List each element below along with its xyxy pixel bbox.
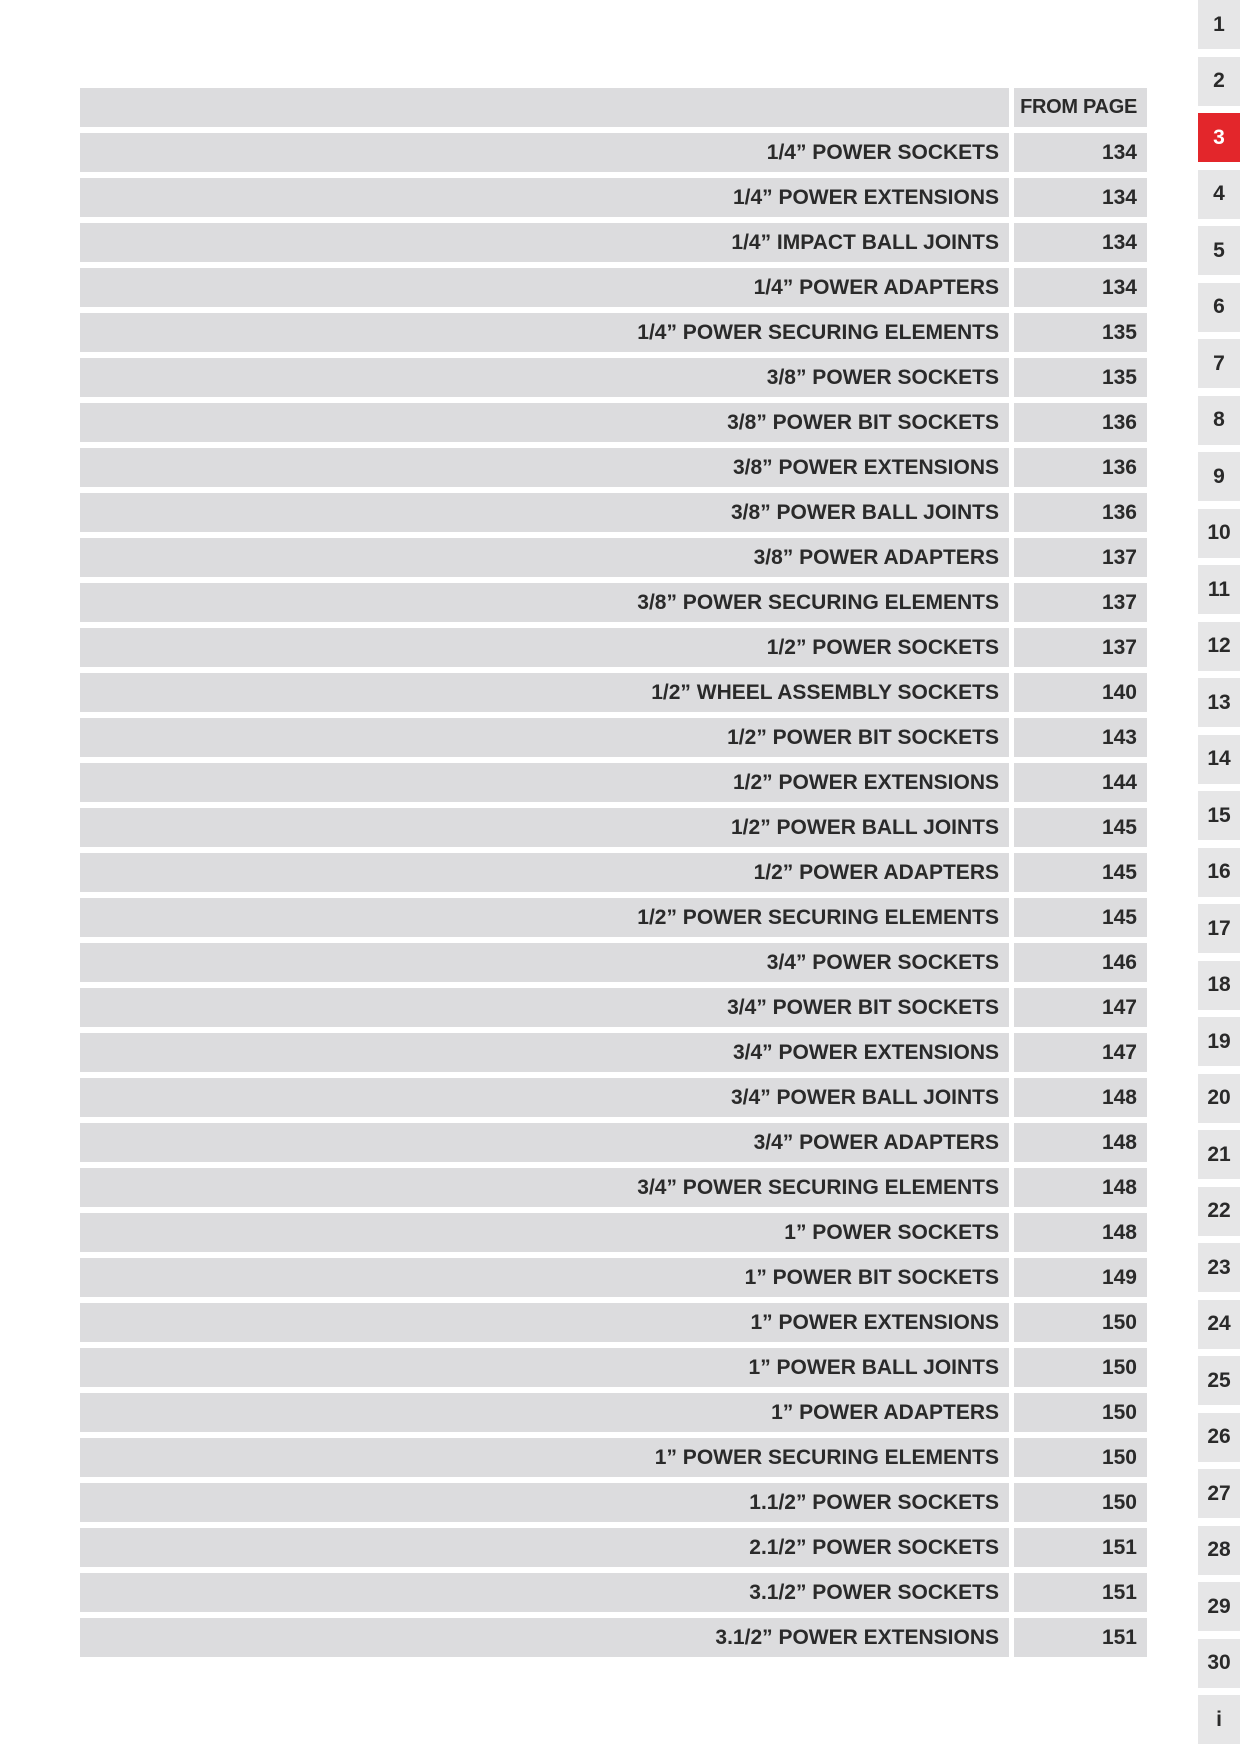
- chapter-tab-13[interactable]: 13: [1198, 678, 1240, 727]
- toc-row[interactable]: [80, 1348, 1147, 1387]
- toc-entry-page: 134: [1014, 223, 1147, 262]
- toc-entry-page: 151: [1014, 1528, 1147, 1567]
- toc-row[interactable]: [80, 448, 1147, 487]
- toc-entry-page: 145: [1014, 898, 1147, 937]
- toc-entry-title: 3/8” POWER SOCKETS: [80, 358, 1009, 397]
- chapter-tab-3[interactable]: 3: [1198, 113, 1240, 162]
- toc-row[interactable]: [80, 718, 1147, 757]
- toc-entry-title: 1” POWER SECURING ELEMENTS: [80, 1438, 1009, 1477]
- toc-entry-title: 1/4” POWER SOCKETS: [80, 133, 1009, 172]
- chapter-tab-19[interactable]: 19: [1198, 1017, 1240, 1066]
- toc-entry-page: 135: [1014, 358, 1147, 397]
- toc-row[interactable]: [80, 1483, 1147, 1522]
- chapter-tab-21[interactable]: 21: [1198, 1130, 1240, 1179]
- toc-entry-title: 1/2” POWER BIT SOCKETS: [80, 718, 1009, 757]
- toc-entry-page: 150: [1014, 1348, 1147, 1387]
- toc-entry-page: 150: [1014, 1438, 1147, 1477]
- toc-table: [80, 88, 1147, 1663]
- chapter-tab-20[interactable]: 20: [1198, 1074, 1240, 1123]
- toc-row[interactable]: [80, 358, 1147, 397]
- toc-header-from-page: FROM PAGE: [1014, 88, 1147, 127]
- toc-entry-title: 3/4” POWER SECURING ELEMENTS: [80, 1168, 1009, 1207]
- toc-entry-title: 3/8” POWER EXTENSIONS: [80, 448, 1009, 487]
- toc-entry-page: 147: [1014, 1033, 1147, 1072]
- toc-entry-title: 1” POWER SOCKETS: [80, 1213, 1009, 1252]
- toc-header-row: [80, 88, 1147, 127]
- toc-entry-page: 134: [1014, 133, 1147, 172]
- chapter-tab-23[interactable]: 23: [1198, 1243, 1240, 1292]
- chapter-tab-6[interactable]: 6: [1198, 283, 1240, 332]
- toc-row[interactable]: [80, 1258, 1147, 1297]
- chapter-tab-strip: [1198, 0, 1240, 1752]
- chapter-tab-1[interactable]: 1: [1198, 0, 1240, 49]
- toc-row[interactable]: [80, 178, 1147, 217]
- chapter-tab-2[interactable]: 2: [1198, 57, 1240, 106]
- toc-entry-title: 1/4” POWER SECURING ELEMENTS: [80, 313, 1009, 352]
- toc-row[interactable]: [80, 808, 1147, 847]
- toc-entry-title: 3/4” POWER BALL JOINTS: [80, 1078, 1009, 1117]
- toc-row[interactable]: [80, 1168, 1147, 1207]
- toc-entry-title: 1/4” IMPACT BALL JOINTS: [80, 223, 1009, 262]
- toc-row[interactable]: [80, 1393, 1147, 1432]
- toc-row[interactable]: [80, 763, 1147, 802]
- toc-row[interactable]: [80, 628, 1147, 667]
- toc-row[interactable]: [80, 313, 1147, 352]
- toc-row[interactable]: [80, 943, 1147, 982]
- toc-row[interactable]: [80, 988, 1147, 1027]
- toc-entry-title: 3/4” POWER EXTENSIONS: [80, 1033, 1009, 1072]
- toc-row[interactable]: [80, 1528, 1147, 1567]
- toc-entry-page: 134: [1014, 268, 1147, 307]
- chapter-tab-8[interactable]: 8: [1198, 396, 1240, 445]
- toc-entry-title: 1/2” WHEEL ASSEMBLY SOCKETS: [80, 673, 1009, 712]
- chapter-tab-29[interactable]: 29: [1198, 1582, 1240, 1631]
- toc-row[interactable]: [80, 223, 1147, 262]
- chapter-tab-15[interactable]: 15: [1198, 791, 1240, 840]
- toc-row[interactable]: [80, 673, 1147, 712]
- toc-entry-title: 2.1/2” POWER SOCKETS: [80, 1528, 1009, 1567]
- toc-entry-title: 1/4” POWER ADAPTERS: [80, 268, 1009, 307]
- toc-entry-page: 140: [1014, 673, 1147, 712]
- toc-row[interactable]: [80, 1123, 1147, 1162]
- toc-entry-page: 150: [1014, 1303, 1147, 1342]
- chapter-tab-17[interactable]: 17: [1198, 904, 1240, 953]
- toc-entry-page: 145: [1014, 808, 1147, 847]
- chapter-tab-22[interactable]: 22: [1198, 1187, 1240, 1236]
- toc-entry-page: 144: [1014, 763, 1147, 802]
- toc-entry-title: 3/8” POWER BALL JOINTS: [80, 493, 1009, 532]
- chapter-tab-4[interactable]: 4: [1198, 170, 1240, 219]
- toc-entry-title: 1/2” POWER SECURING ELEMENTS: [80, 898, 1009, 937]
- toc-entry-page: 137: [1014, 538, 1147, 577]
- toc-row[interactable]: [80, 403, 1147, 442]
- toc-row[interactable]: [80, 493, 1147, 532]
- toc-entry-title: 3/8” POWER SECURING ELEMENTS: [80, 583, 1009, 622]
- chapter-tab-24[interactable]: 24: [1198, 1300, 1240, 1349]
- toc-row[interactable]: [80, 1033, 1147, 1072]
- toc-entry-page: 146: [1014, 943, 1147, 982]
- chapter-tab-11[interactable]: 11: [1198, 565, 1240, 614]
- toc-entry-title: 1.1/2” POWER SOCKETS: [80, 1483, 1009, 1522]
- toc-entry-title: 3/4” POWER ADAPTERS: [80, 1123, 1009, 1162]
- toc-entry-page: 148: [1014, 1078, 1147, 1117]
- toc-entry-page: 137: [1014, 583, 1147, 622]
- toc-row[interactable]: [80, 583, 1147, 622]
- toc-entry-page: 137: [1014, 628, 1147, 667]
- chapter-tab-28[interactable]: 28: [1198, 1526, 1240, 1575]
- toc-entry-title: 1” POWER BALL JOINTS: [80, 1348, 1009, 1387]
- toc-entry-page: 151: [1014, 1618, 1147, 1657]
- toc-entry-page: 148: [1014, 1168, 1147, 1207]
- toc-entry-page: 143: [1014, 718, 1147, 757]
- toc-row[interactable]: [80, 898, 1147, 937]
- toc-entry-page: 148: [1014, 1213, 1147, 1252]
- toc-entry-page: 134: [1014, 178, 1147, 217]
- toc-entry-page: 136: [1014, 448, 1147, 487]
- toc-entry-page: 136: [1014, 403, 1147, 442]
- chapter-tab-16[interactable]: 16: [1198, 848, 1240, 897]
- toc-row[interactable]: [80, 1078, 1147, 1117]
- toc-entry-title: 3.1/2” POWER EXTENSIONS: [80, 1618, 1009, 1657]
- toc-entry-title: 3.1/2” POWER SOCKETS: [80, 1573, 1009, 1612]
- toc-row[interactable]: [80, 1573, 1147, 1612]
- toc-entry-title: 1” POWER ADAPTERS: [80, 1393, 1009, 1432]
- toc-entry-page: 151: [1014, 1573, 1147, 1612]
- toc-entry-page: 136: [1014, 493, 1147, 532]
- chapter-tab-14[interactable]: 14: [1198, 735, 1240, 784]
- chapter-tab-i[interactable]: i: [1198, 1695, 1240, 1744]
- toc-entry-page: 149: [1014, 1258, 1147, 1297]
- toc-row[interactable]: [80, 268, 1147, 307]
- toc-entry-title: 1/2” POWER EXTENSIONS: [80, 763, 1009, 802]
- toc-entry-page: 135: [1014, 313, 1147, 352]
- toc-entry-title: 3/4” POWER BIT SOCKETS: [80, 988, 1009, 1027]
- toc-entry-title: 3/4” POWER SOCKETS: [80, 943, 1009, 982]
- chapter-tab-27[interactable]: 27: [1198, 1469, 1240, 1518]
- chapter-tab-26[interactable]: 26: [1198, 1413, 1240, 1462]
- chapter-tab-5[interactable]: 5: [1198, 226, 1240, 275]
- toc-row[interactable]: [80, 538, 1147, 577]
- toc-entry-title: 1” POWER EXTENSIONS: [80, 1303, 1009, 1342]
- toc-entry-page: 150: [1014, 1393, 1147, 1432]
- toc-row[interactable]: [80, 133, 1147, 172]
- chapter-tab-9[interactable]: 9: [1198, 452, 1240, 501]
- toc-entry-title: 3/8” POWER BIT SOCKETS: [80, 403, 1009, 442]
- toc-entry-title: 1/2” POWER ADAPTERS: [80, 853, 1009, 892]
- toc-row[interactable]: [80, 1213, 1147, 1252]
- toc-entry-page: 145: [1014, 853, 1147, 892]
- chapter-tab-18[interactable]: 18: [1198, 961, 1240, 1010]
- toc-row[interactable]: [80, 853, 1147, 892]
- toc-entry-title: 1/2” POWER SOCKETS: [80, 628, 1009, 667]
- chapter-tab-30[interactable]: 30: [1198, 1639, 1240, 1688]
- toc-entry-title: 1/2” POWER BALL JOINTS: [80, 808, 1009, 847]
- toc-row[interactable]: [80, 1438, 1147, 1477]
- toc-row[interactable]: [80, 1618, 1147, 1657]
- chapter-tab-10[interactable]: 10: [1198, 509, 1240, 558]
- toc-entry-page: 150: [1014, 1483, 1147, 1522]
- toc-entry-page: 148: [1014, 1123, 1147, 1162]
- toc-entry-page: 147: [1014, 988, 1147, 1027]
- toc-row[interactable]: [80, 1303, 1147, 1342]
- chapter-tab-7[interactable]: 7: [1198, 339, 1240, 388]
- toc-entry-title: 1/4” POWER EXTENSIONS: [80, 178, 1009, 217]
- toc-entry-title: 1” POWER BIT SOCKETS: [80, 1258, 1009, 1297]
- chapter-tab-25[interactable]: 25: [1198, 1356, 1240, 1405]
- toc-entry-title: 3/8” POWER ADAPTERS: [80, 538, 1009, 577]
- toc-header-title-cell: [80, 88, 1009, 127]
- chapter-tab-12[interactable]: 12: [1198, 622, 1240, 671]
